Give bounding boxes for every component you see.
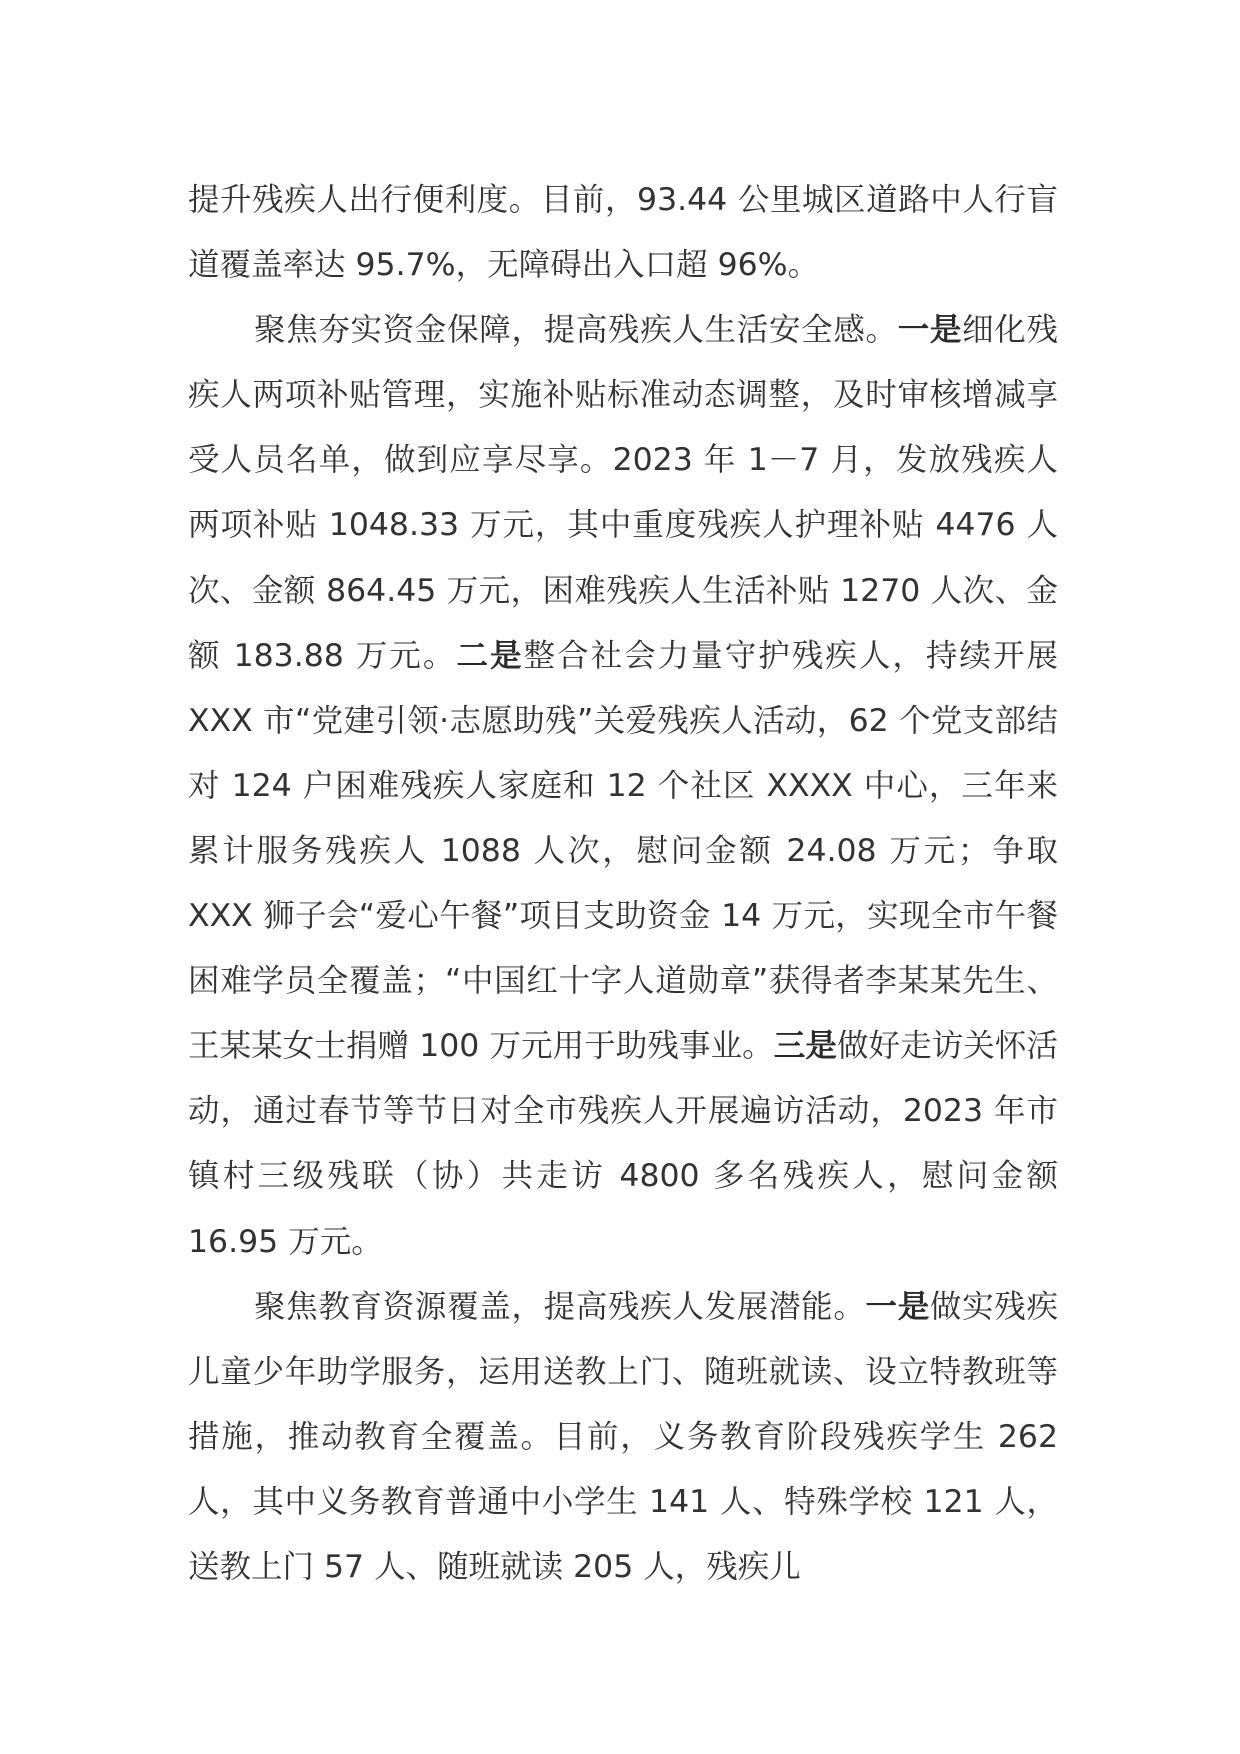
document-page [188, 168, 1058, 1600]
text-run: 整合社会力量守护残疾人，持续开展 XXX 市“党建引领·志愿助残”关爱残疾人活动，62 个党支部结对 124 户困难残疾人家庭和 12 个社区 XXXX 中心，三年来累计服务残疾人 1088 人次，慰问金额 24.08 万元；争取 XXX 狮子会“爱心午餐”项目支助资金 14 万元，实现全市午餐困难学员全覆盖；“中国红十字人道勋章”获得者李某某先生、王某某女士捐赠 100 万元用于助残事业。 [188, 637, 1058, 1065]
text-run: 做好走访关怀活动，通过春节等节日对全市残疾人开展遍访活动，2023 年市镇村三级残联（协）共走访 4800 多名残疾人，慰问金额 16.95 万元。 [188, 1028, 1058, 1260]
bold-keyword: 三是 [773, 1028, 837, 1065]
bold-keyword: 二是 [456, 637, 524, 674]
bold-keyword: 一是 [865, 1288, 930, 1325]
text-run: 细化残疾人两项补贴管理，实施补贴标准动态调整，及时审核增减享受人员名单，做到应享尽享。2023 年 1－7 月，发放残疾人两项补贴 1048.33 万元，其中重度残疾人护理补贴 4476 人次、金额 864.45 万元，困难残疾人生活补贴 1270 人次、金额 183.88 万元。 [188, 312, 1058, 674]
text-run: 聚焦教育资源覆盖，提高残疾人发展潜能。 [254, 1288, 866, 1325]
bold-keyword: 一是 [897, 312, 963, 349]
text-run: 做实残疾儿童少年助学服务，运用送教上门、随班就读、设立特教班等措施，推动教育全覆盖。目前，义务教育阶段残疾学生 262 人，其中义务教育普通中小学生 141 人、特殊学校 121 人，送教上门 57 人、随班就读 205 人，残疾儿 [188, 1288, 1058, 1585]
paragraph [188, 298, 1058, 1274]
text-run: 聚焦夯实资金保障，提高残疾人生活安全感。 [254, 312, 898, 349]
paragraph [188, 168, 1058, 298]
paragraph [188, 1275, 1058, 1600]
text-run: 提升残疾人出行便利度。目前，93.44 公里城区道路中人行盲道覆盖率达 95.7%，无障碍出入口超 96%。 [188, 182, 1058, 284]
